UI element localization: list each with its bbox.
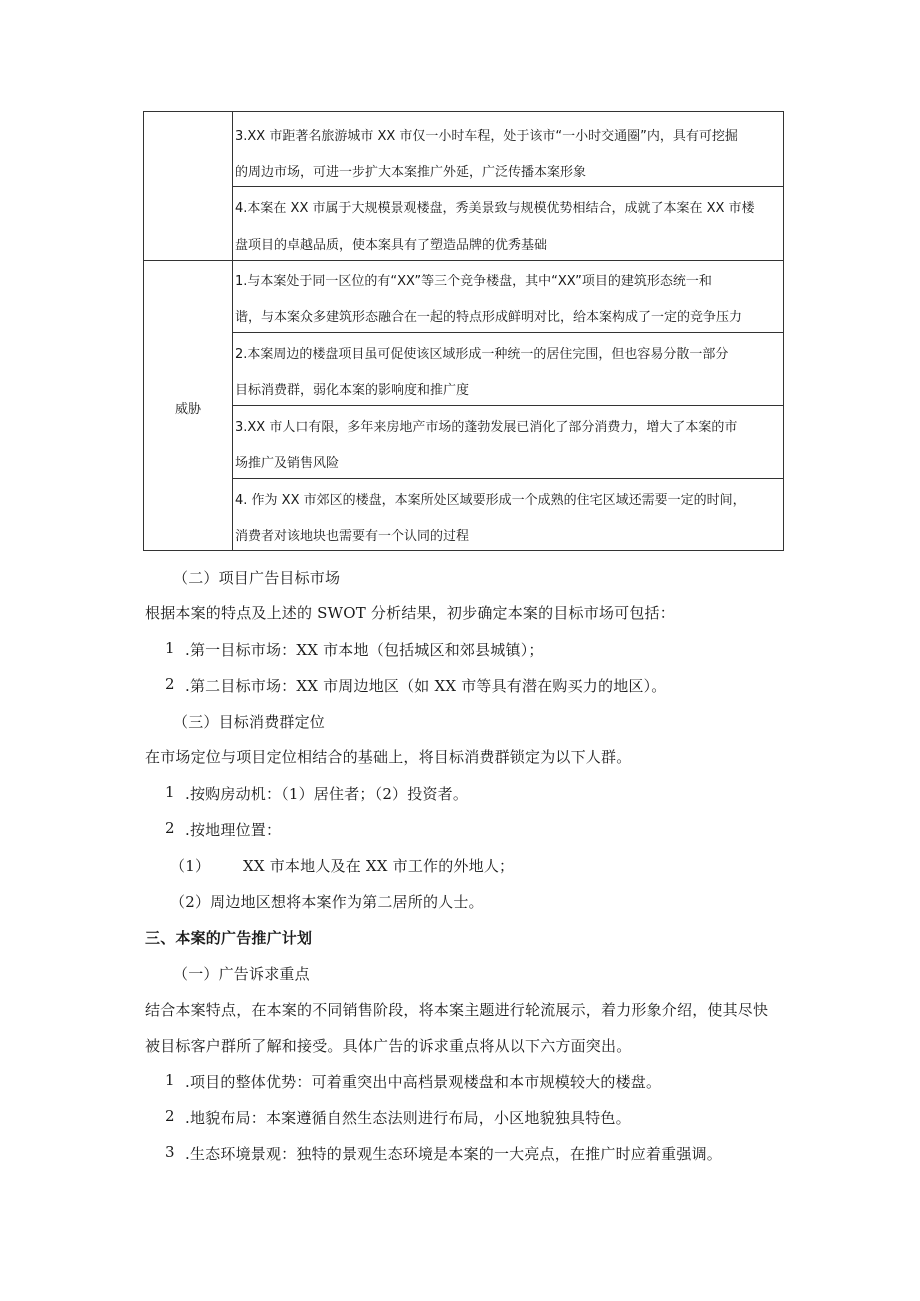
sub-item: （2）周边地区想将本案作为第二居所的人士。 [170,893,484,911]
list-number: 3 [165,1143,175,1161]
list-item: .按地理位置： [185,821,282,839]
threat-1-line-1: 1.与本案处于同一区位的有“XX”等三个竞争楼盘，其中“XX”项目的建筑形态统一和 [235,274,712,289]
list-item: .地貌布局：本案遵循自然生态法则进行布局，小区地貌独具特色。 [185,1109,631,1127]
sub-item: XX 市本地人及在 XX 市工作的外地人； [243,857,515,875]
section-heading: （一）广告诉求重点 [173,965,310,983]
threat-category-label: 威胁 [174,402,201,417]
row-divider [232,332,783,333]
paragraph: 在市场定位与项目定位相结合的基础上，将目标消费群锁定为以下人群。 [145,748,632,766]
list-item: .第一目标市场：XX 市本地（包括城区和郊县城镇）； [185,641,544,659]
section-divider [144,260,783,261]
list-number: 1 [165,1071,175,1089]
row-divider [232,478,783,479]
threat-2-line-1: 2.本案周边的楼盘项目虽可促使该区域形成一种统一的居住完围，但也容易分散一部分 [235,347,729,362]
table-column-divider [232,112,233,550]
section-heading: （二）项目广告目标市场 [173,569,341,587]
list-item: .生态环境景观：独特的景观生态环境是本案的一大亮点，在推广时应着重强调。 [185,1145,722,1163]
list-number: 2 [165,819,175,837]
paragraph-line: 被目标客户群所了解和接受。具体广告的诉求重点将从以下六方面突出。 [145,1037,632,1055]
threat-4-line-2: 消费者对该地块也需要有一个认同的过程 [235,529,470,544]
list-number: 2 [165,675,175,693]
strength-3-line-1: 3.XX 市距著名旅游城市 XX 市仅一小时车程，处于该市“一小时交通圈”内，具有可挖掘 [235,129,738,144]
swot-table [143,111,784,551]
threat-2-line-2: 目标消费群，弱化本案的影响度和推广度 [235,383,470,398]
list-item: .项目的整体优势：可着重突出中高档景观楼盘和本市规模较大的楼盘。 [185,1073,662,1091]
strength-4-line-2: 盘项目的卓越品质，使本案具有了塑造品牌的优秀基础 [235,238,548,253]
threat-3-line-2: 场推广及销售风险 [235,456,340,471]
chapter-heading: 三、本案的广告推广计划 [145,929,313,947]
strength-4-line-1: 4.本案在 XX 市属于大规模景观楼盘，秀美景致与规模优势相结合，成就了本案在 XX 市楼 [235,201,755,216]
row-divider [232,186,783,187]
list-item: .按购房动机：（1）居住者；（2）投资者。 [185,785,469,803]
row-divider [232,405,783,406]
list-number: 1 [165,639,175,657]
paragraph: 根据本案的特点及上述的 SWOT 分析结果，初步确定本案的目标市场可包括： [145,604,675,622]
paragraph-line: 结合本案特点，在本案的不同销售阶段，将本案主题进行轮流展示，着力形象介绍，使其尽快 [145,1001,769,1019]
sub-item-number: （1） [170,857,211,875]
list-number: 1 [165,783,175,801]
section-heading: （三）目标消费群定位 [173,713,326,731]
list-item: .第二目标市场：XX 市周边地区（如 XX 市等具有潜在购买力的地区）。 [185,677,667,695]
threat-4-line-1: 4. 作为 XX 市郊区的楼盘，本案所处区域要形成一个成熟的住宅区域还需要一定的时间， [235,493,746,508]
list-number: 2 [165,1107,175,1125]
threat-1-line-2: 谐，与本案众多建筑形态融合在一起的特点形成鲜明对比，给本案构成了一定的竞争压力 [235,310,743,325]
strength-3-line-2: 的周边市场，可进一步扩大本案推广外延，广泛传播本案形象 [235,165,587,180]
threat-3-line-1: 3.XX 市人口有限，多年来房地产市场的蓬勃发展已消化了部分消费力，增大了本案的市 [235,420,738,435]
